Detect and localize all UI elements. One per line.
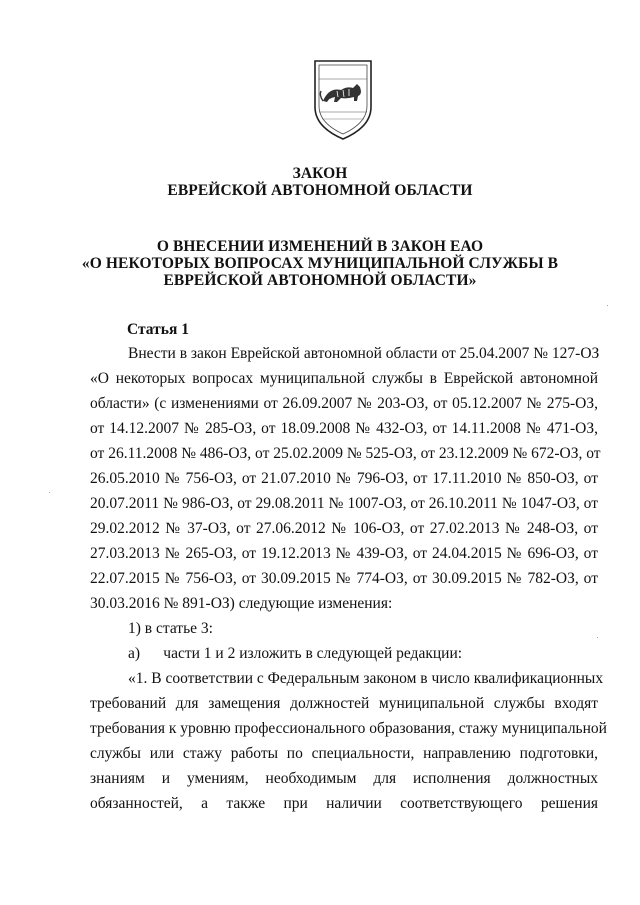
scan-speck: ·: [48, 487, 51, 497]
list-item: а) части 1 и 2 изложить в следующей редакции:: [128, 645, 463, 662]
scan-speck: ·: [596, 632, 599, 642]
law-title-line: ЕВРЕЙСКОЙ АВТОНОМНОЙ ОБЛАСТИ»: [163, 272, 477, 289]
text-line: 20.07.2011 № 986-ОЗ, от 29.08.2011 № 1007-ОЗ, от 26.10.2011 № 1047-ОЗ, от: [90, 495, 598, 512]
quoted-text-line: службы или стажу работы по специальности, направлению подготовки,: [90, 745, 598, 762]
text-line: от 26.11.2008 № 486-ОЗ, от 25.02.2009 № 525-ОЗ, от 23.12.2009 № 672-ОЗ, от: [90, 445, 601, 462]
text-line: от 14.12.2007 № 285-ОЗ, от 18.09.2008 № 432-ОЗ, от 14.11.2008 № 471-ОЗ,: [90, 420, 598, 437]
region-name: ЕВРЕЙСКОЙ АВТОНОМНОЙ ОБЛАСТИ: [167, 182, 473, 199]
law-title-line: «О НЕКОТОРЫХ ВОПРОСАХ МУНИЦИПАЛЬНОЙ СЛУЖБЫ В: [81, 255, 559, 272]
quoted-text-line: требования к уровню профессионального образования, стажу муниципальной: [90, 720, 607, 737]
quoted-text-line: требований для замещения должностей муниципальной службы входят: [90, 695, 598, 712]
list-item: 1) в статье 3:: [128, 620, 213, 637]
text-line: 29.02.2012 № 37-ОЗ, от 27.06.2012 № 106-ОЗ, от 27.02.2013 № 248-ОЗ, от: [90, 520, 598, 537]
document-type: ЗАКОН: [292, 165, 348, 182]
quoted-text-line: «1. В соответствии с Федеральным законом в число квалификационных: [128, 670, 604, 687]
text-line: 27.03.2013 № 265-ОЗ, от 19.12.2013 № 439-ОЗ, от 24.04.2015 № 696-ОЗ, от: [90, 545, 598, 562]
scan-speck: ·: [606, 300, 609, 310]
text-line: 26.05.2010 № 756-ОЗ, от 21.07.2010 № 796-ОЗ, от 17.11.2010 № 850-ОЗ, от: [90, 470, 598, 487]
text-line: области» (с изменениями от 26.09.2007 № 203-ОЗ, от 05.12.2007 № 275-ОЗ,: [90, 395, 598, 412]
text-line: Внести в закон Еврейской автономной области от 25.04.2007 № 127-ОЗ: [128, 345, 600, 362]
article-heading: Статья 1: [127, 321, 189, 338]
quoted-text-line: обязанностей, а также при наличии соответствующего решения: [90, 795, 598, 812]
quoted-text-line: знаниям и умениям, необходимым для исполнения должностных: [90, 770, 598, 787]
text-line: «О некоторых вопросах муниципальной службы в Еврейской автономной: [90, 370, 598, 387]
text-line: 22.07.2015 № 756-ОЗ, от 30.09.2015 № 774-ОЗ, от 30.09.2015 № 782-ОЗ, от: [90, 570, 598, 587]
coat-of-arms-emblem: [307, 57, 379, 143]
law-title-line: О ВНЕСЕНИИ ИЗМЕНЕНИЙ В ЗАКОН ЕАО: [156, 238, 484, 255]
text-line: 30.03.2016 № 891-ОЗ) следующие изменения:: [90, 595, 393, 612]
